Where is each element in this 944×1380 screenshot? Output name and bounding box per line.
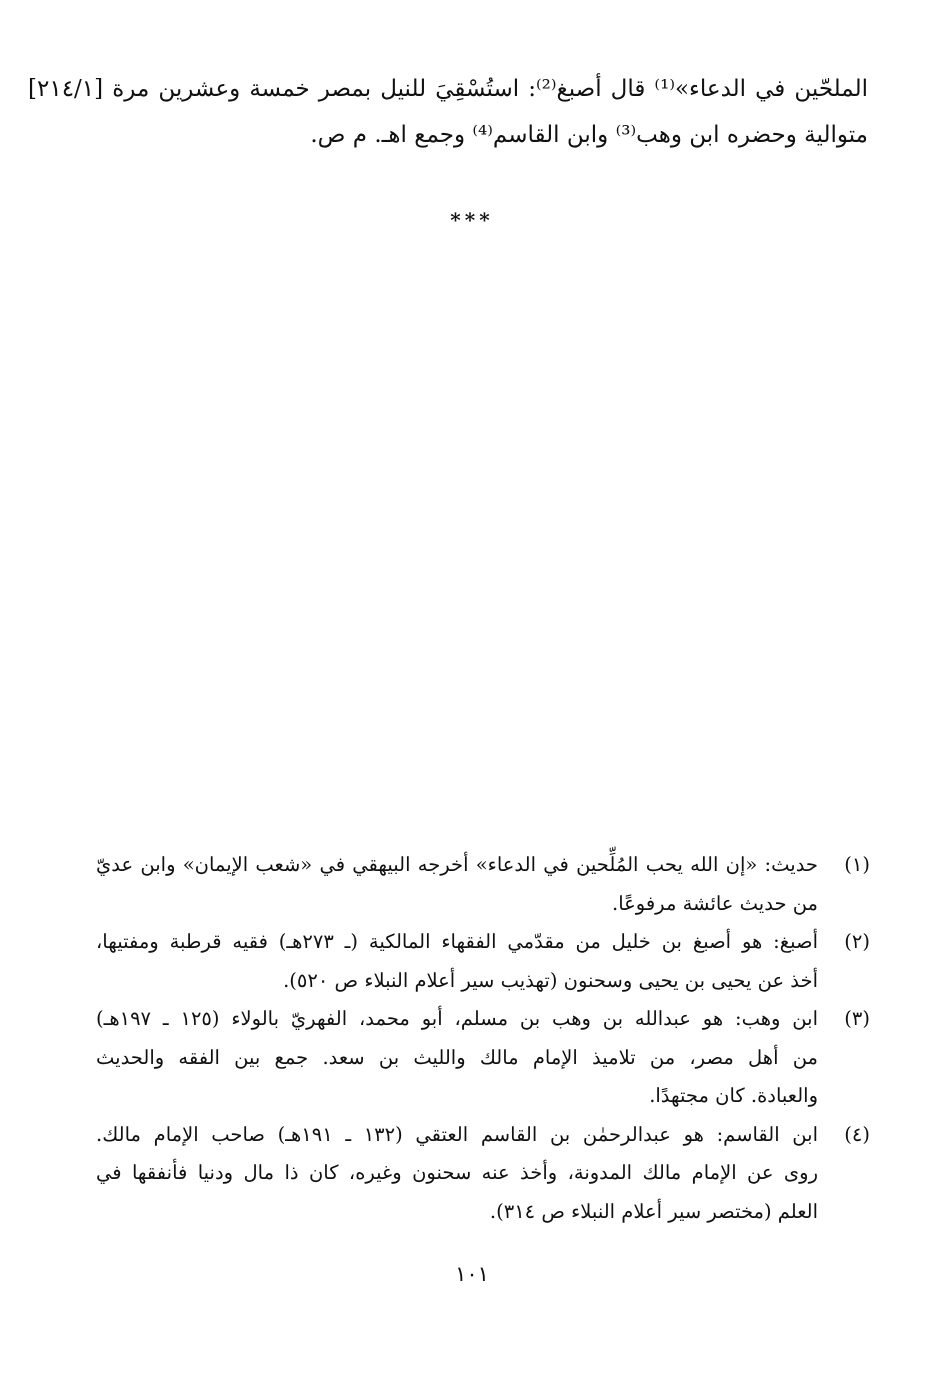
footnote-number: (٢) [844,930,870,953]
footnote [96,846,870,923]
footnote-line: من حديث عائشة مرفوعًا. [612,891,818,915]
footnote-line: ابن وهب: هو عبدالله بن وهب بن مسلم، أبو محمد، الفهريّ بالولاء (١٢٥ ـ ١٩٧هـ) [96,1007,818,1030]
footnote-line: ابن القاسم: هو عبدالرحمٰن بن القاسم العتقي (١٣٢ ـ ١٩١هـ) صاحب الإمام مالك. [96,1122,818,1146]
footnote-line: روى عن الإمام مالك المدونة، وأخذ عنه سحنون وغيره، كان ذا مال ودنيا فأنفقها في [96,1161,818,1184]
footnote [96,1116,870,1232]
footnote-line: من أهل مصر، من تلاميذ الإمام مالك والليث بن سعد. جمع بين الفقه والحديث [96,1045,818,1069]
section-separator: *** [450,208,494,232]
main-text [28,66,868,158]
footnote-line: حديث: «إن الله يحب المُلِّحين في الدعاء» أخرجه البيهقي في «شعب الإيمان» وابن عديّ [96,853,818,876]
footnote-line: العلم (مختصر سير أعلام النبلاء ص ٣١٤). [489,1199,818,1223]
footnote-line: أخذ عن يحيى بن يحيى وسحنون (تهذيب سير أعلام النبلاء ص ٥٢٠). [283,968,818,992]
footnote-line: والعبادة. كان مجتهدًا. [649,1084,818,1107]
main-text-line: متوالية وحضره ابن وهب⁽³⁾ وابن القاسم⁽⁴⁾ وجمع اهـ. م ص. [310,122,868,148]
footnote-number: (٤) [844,1122,870,1146]
main-text-line: الملحّين في الدعاء»⁽¹⁾ قال أصبغ⁽²⁾: استُسْقِيَ للنيل بمصر خمسة وعشرين مرة [٢١٤/١] [28,76,868,102]
footnote-number: (٣) [844,1007,870,1030]
footnote-line: أصبغ: هو أصبغ بن خليل من مقدّمي الفقهاء المالكية (ـ ٢٧٣هـ) فقيه قرطبة ومفتيها، [96,930,818,953]
footnotes [96,846,870,1231]
footnote [96,1000,870,1116]
footnote [96,923,870,1000]
footnote-number: (١) [844,853,870,876]
page-number: ١٠١ [455,1262,489,1286]
